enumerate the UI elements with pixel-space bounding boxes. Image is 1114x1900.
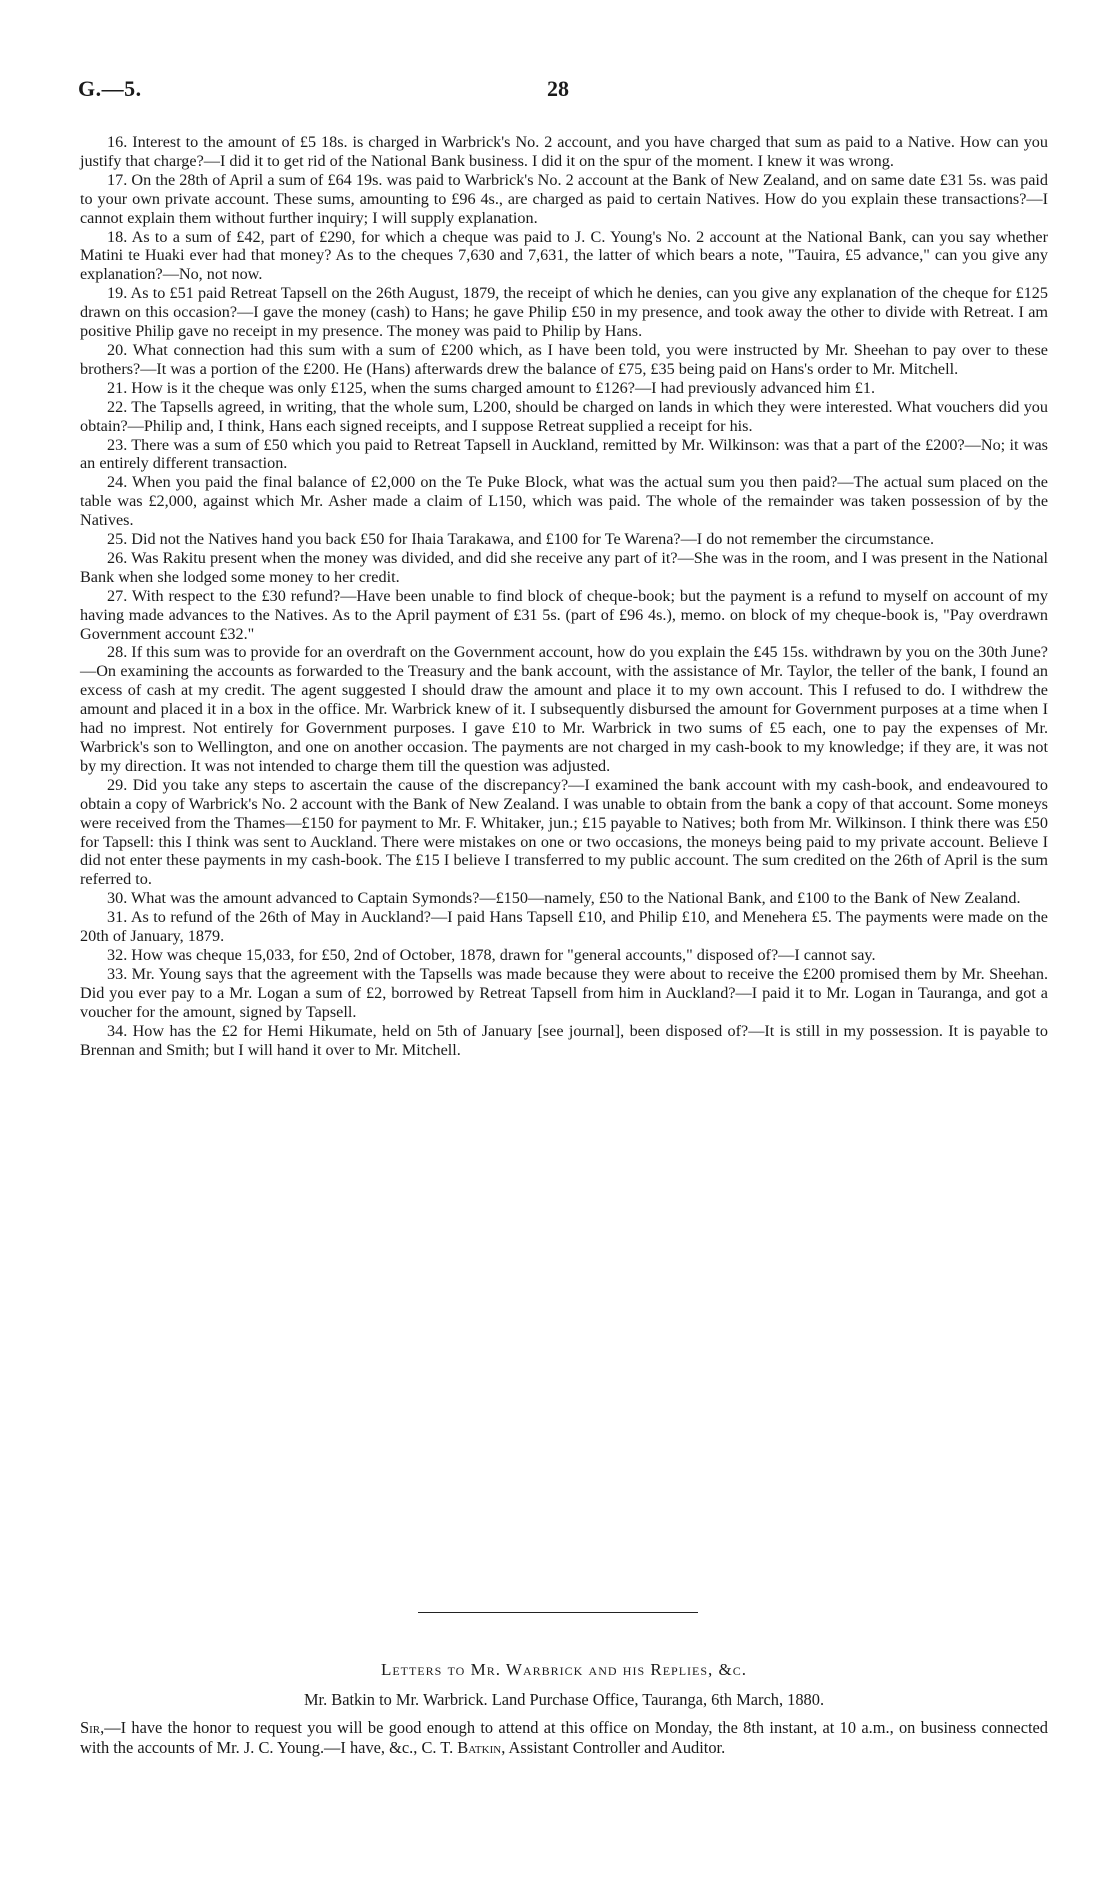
question-22: 22. The Tapsells agreed, in writing, that the whole sum, L200, should be charged on lands in which they were interested. What vouchers did you obtain?—Philip and, I think, Hans each signed receipts, and I suppose Retreat supplied a receipt for his.: [80, 397, 1048, 435]
question-28: 28. If this sum was to provide for an overdraft on the Government account, how do you explain the £45 15s. withdrawn by you on the 30th June?—On examining the accounts as forwarded to the Treasury and the bank account, with the assistance of Mr. Taylor, the teller of the bank, I found an excess of cash at my credit. The agent suggested I should draw the amount and place it to my own account. This I refused to do. I withdrew the amount and placed it in a box in the office. Mr. Warbrick knew of it. I subsequently disbursed the amount for Government purposes at a time when I had no imprest. Not entirely for Government purposes. I gave £10 to Mr. Warbrick in two sums of £5 each, one to pay the expenses of Mr. Warbrick's son to Wellington, and one on another occasion. The payments are not charged in my cash-book to my knowledge; if they are, it was not by my direction. It was not intended to charge them till the question was adjusted.: [80, 643, 1048, 775]
question-21: 21. How is it the cheque was only £125, when the sums charged amount to £126?—I had previously advanced him £1.: [107, 378, 876, 397]
question-19: 19. As to £51 paid Retreat Tapsell on the 26th August, 1879, the receipt of which he denies, can you give any explanation of the cheque for £125 drawn on this occasion?—I gave the money (cash) to Hans; he gave Philip £50 in my presence, and took away the other to divide with Retreat. I am positive Philip gave no receipt in my presence. The money was paid to Philip by Hans.: [80, 284, 1048, 341]
question-23: 23. There was a sum of £50 which you paid to Retreat Tapsell in Auckland, remitted by Mr. Wilkinson: was that a part of the £200?—No; it was an entirely different transaction.: [80, 435, 1048, 473]
letter-signatory: Batkin: [457, 1738, 502, 1757]
question-27: 27. With respect to the £30 refund?—Have been unable to find block of cheque-book; but the payment is a refund to myself on account of my having made advances to the Natives. As to the April payment of £31 5s. (part of £96 4s.), memo. on block of my cheque-book is, "Pay overdrawn Government account £32.": [80, 586, 1048, 643]
question-30: 30. What was the amount advanced to Captain Symonds?—£150—namely, £50 to the National Bank, and £100 to the Bank of New Zealand.: [107, 889, 1021, 908]
question-26: 26. Was Rakitu present when the money was divided, and did she receive any part of it?—She was in the room, and I was present in the National Bank when she lodged some money to her credit.: [80, 548, 1048, 586]
question-17: 17. On the 28th of April a sum of £64 19s. was paid to Warbrick's No. 2 account at the Bank of New Zealand, and on same date £31 5s. was paid to your own private account. These sums, amounting to £96 4s., are charged as paid to certain Natives. How do you explain these transactions?—I cannot explain them without further inquiry; I will supply explanation.: [80, 170, 1048, 227]
question-20: 20. What connection had this sum with a sum of £200 which, as I have been told, you were instructed by Mr. Sheehan to pay over to these brothers?—It was a portion of the £200. He (Hans) afterwards drew the balance of £75, £35 being paid on Hans's order to Mr. Mitchell.: [80, 340, 1048, 378]
letter-text: —I have the honor to request you will be good enough to attend at this office on Monday, the 8th instant, at 10 a.m., on business connected with the accounts of Mr. J. C. Young.—I have, &c., C. T.: [80, 1718, 1048, 1757]
question-29: 29. Did you take any steps to ascertain the cause of the discrepancy?—I examined the bank account with my cash-book, and endeavoured to obtain a copy of Warbrick's No. 2 account with the Bank of New Zealand. I was unable to obtain from the bank a copy of that account. Some moneys were received from the Thames—£150 for payment to Mr. F. Whitaker, jun.; £15 payable to Natives; both from Mr. Wilkinson. I think there was £50 for Tapsell: this I think was sent to Auckland. There were mistakes on one or two occasions, the moneys being paid to my private account. Believe I did not enter these payments in my cash-book. The £15 I believe I transferred to my public account. The sum credited on the 26th of April is the sum referred to.: [80, 775, 1048, 889]
page-header: [78, 76, 1038, 108]
question-24: 24. When you paid the final balance of £2,000 on the Te Puke Block, what was the actual sum you then paid?—The actual sum placed on the table was £2,000, against which Mr. Asher made a claim of L150, which was paid. The whole of the remainder was taken possession of by the Natives.: [80, 473, 1048, 530]
letter-salutation: Sir,: [80, 1718, 105, 1737]
letter-body: [80, 1718, 1048, 1758]
question-34: 34. How has the £2 for Hemi Hikumate, held on 5th of January [see journal], been disposed of?—It is still in my possession. It is payable to Brennan and Smith; but I will hand it over to Mr. Mitchell.: [80, 1021, 1048, 1059]
section-divider: [418, 1612, 698, 1613]
letters-heading: Letters to Mr. Warbrick and his Replies, &c.: [380, 1660, 748, 1679]
letters-section: [80, 1660, 1048, 1758]
document-reference: G.—5.: [78, 76, 142, 101]
question-18: 18. As to a sum of £42, part of £290, for which a cheque was paid to J. C. Young's No. 2 account at the National Bank, can you say whether Matini te Huaki ever had that money? As to the cheques 7,630 and 7,631, the latter of which bears a note, "Tauira, £5 advance," can you give any explanation?—No, not now.: [80, 227, 1048, 284]
letter-signatory-title: , Assistant Controller and Auditor.: [501, 1738, 726, 1757]
page-number: 28: [547, 76, 569, 101]
question-31: 31. As to refund of the 26th of May in Auckland?—I paid Hans Tapsell £10, and Philip £10, and Menehera £5. The payments were made on the 20th of January, 1879.: [80, 908, 1048, 946]
evidence-body: [80, 133, 1048, 1059]
question-16: 16. Interest to the amount of £5 18s. is charged in Warbrick's No. 2 account, and you have charged that sum as paid to a Native. How can you justify that charge?—I did it to get rid of the National Bank business. I did it on the spur of the moment. I knew it was wrong.: [80, 133, 1048, 170]
question-33: 33. Mr. Young says that the agreement with the Tapsells was made because they were about to receive the £200 promised them by Mr. Sheehan. Did you ever pay to a Mr. Logan a sum of £2, borrowed by Retreat Tapsell from him in Auckland?—I paid it to Mr. Logan in Tauranga, and got a voucher for the amount, signed by Tapsell.: [80, 964, 1048, 1021]
question-32: 32. How was cheque 15,033, for £50, 2nd of October, 1878, drawn for "general accounts," disposed of?—I cannot say.: [107, 945, 876, 964]
question-25: 25. Did not the Natives hand you back £50 for Ihaia Tarakawa, and £100 for Te Warena?—I do not remember the circumstance.: [107, 530, 935, 549]
letter-from-line: Mr. Batkin to Mr. Warbrick. Land Purchase Office, Tauranga, 6th March, 1880.: [303, 1690, 825, 1709]
